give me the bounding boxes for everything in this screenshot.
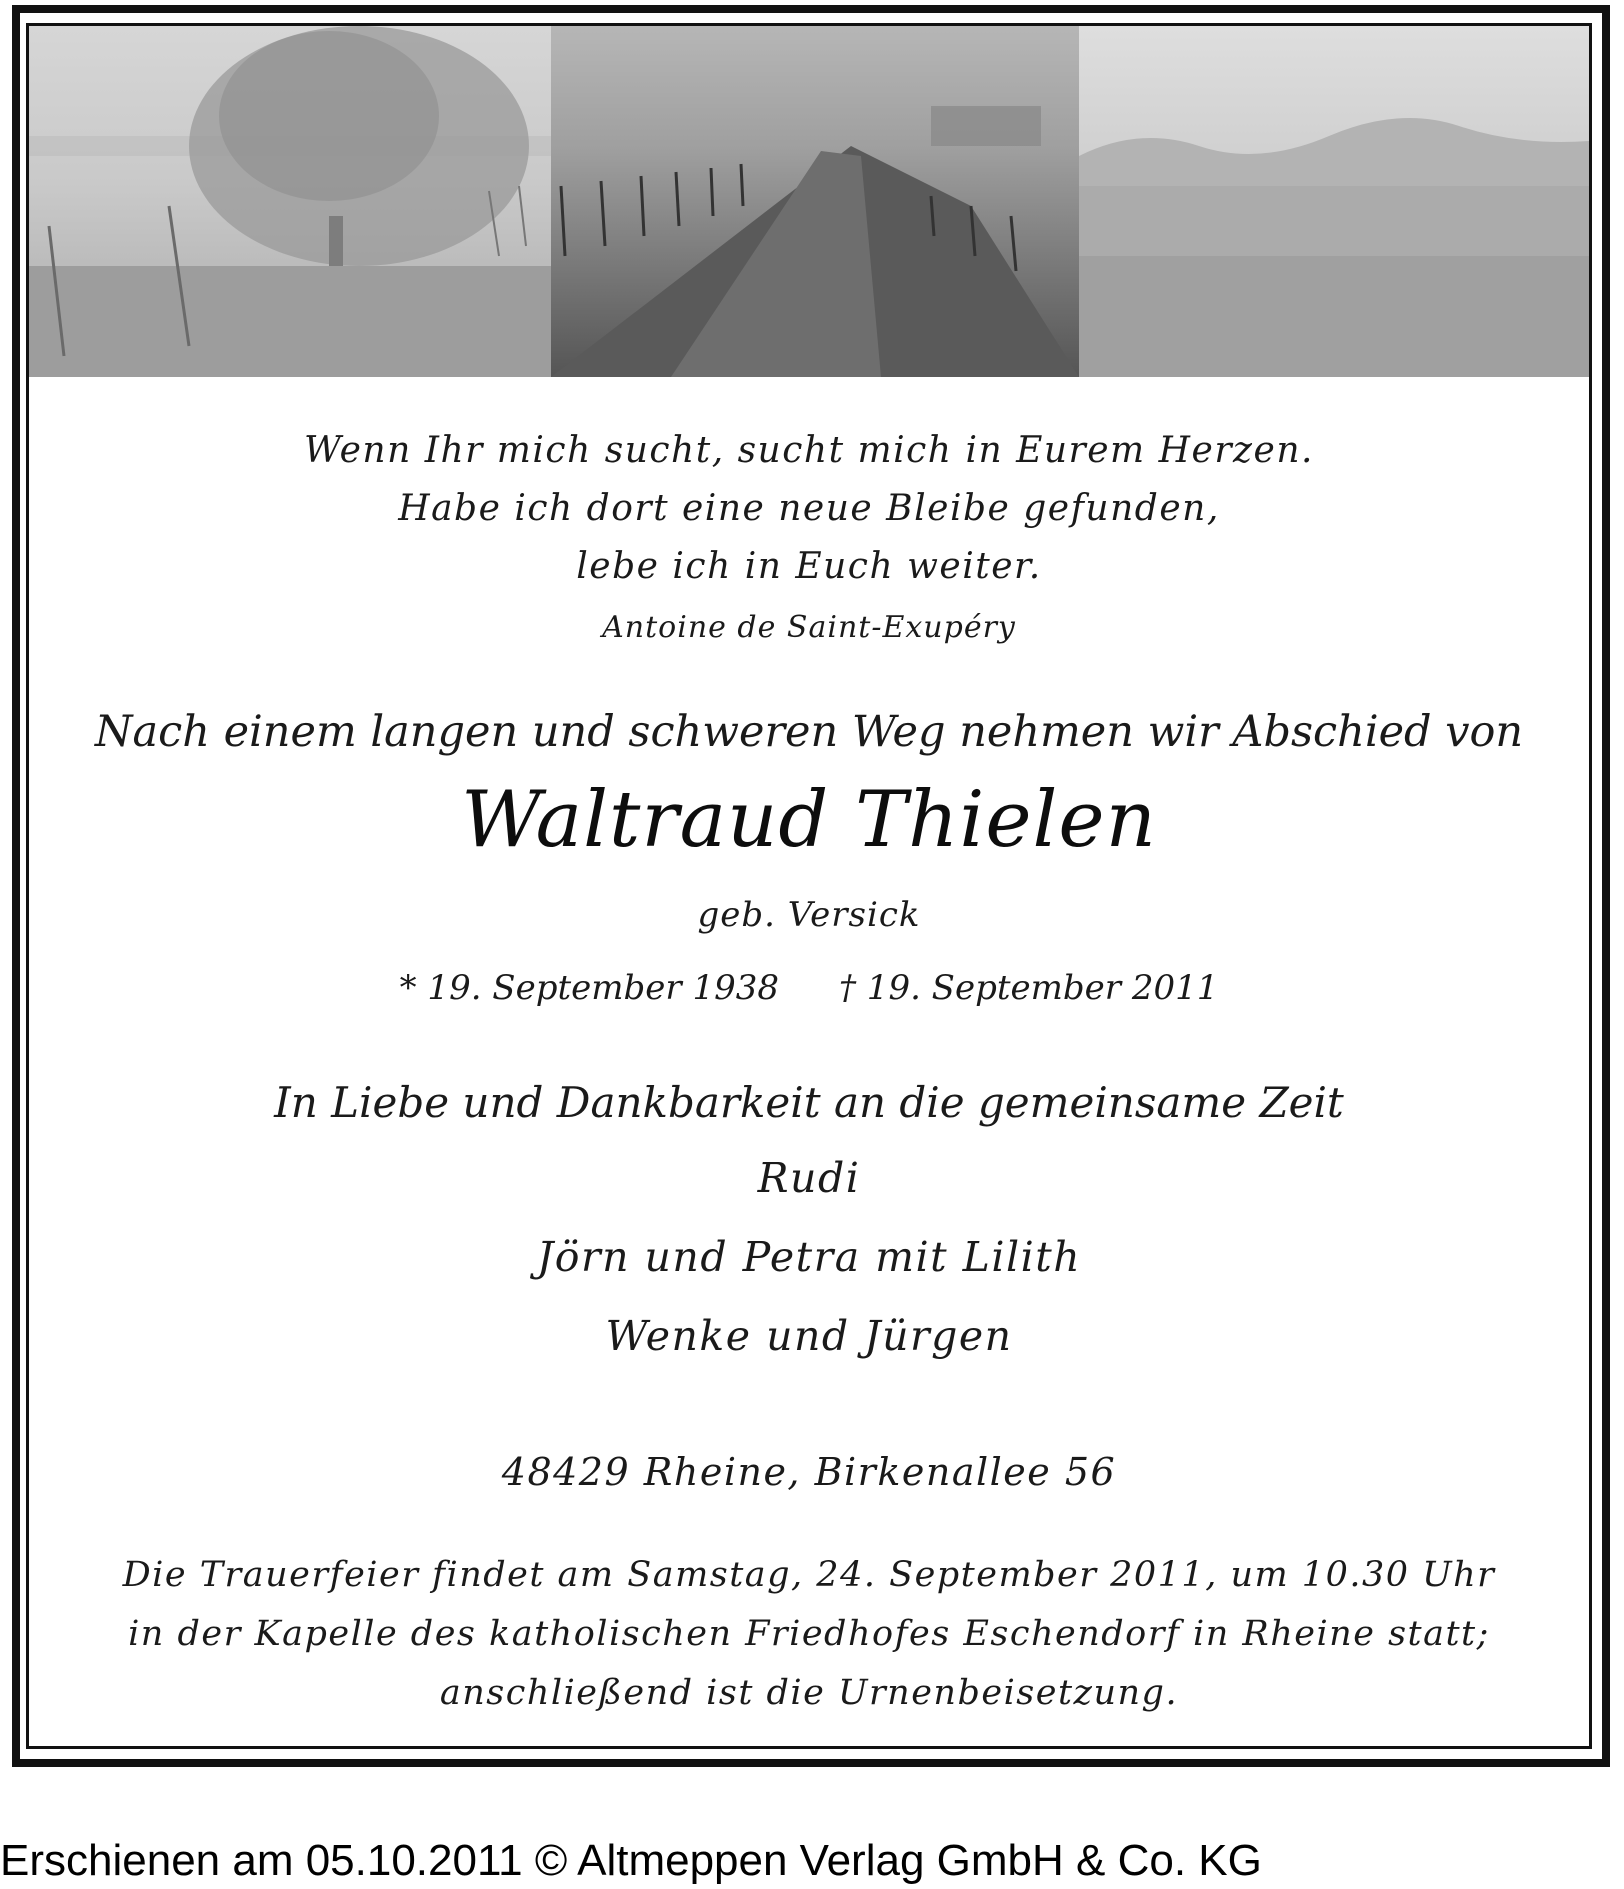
landscape-photo-strip (29, 26, 1589, 377)
thanks-line: In Liebe und Dankbarkeit an die gemeinsame Zeit (274, 1078, 1344, 1127)
death-date: † 19. September 2011 (839, 968, 1219, 1008)
life-dates (29, 968, 1589, 1008)
service-info-line: anschließend ist die Urnenbeisetzung. (439, 1673, 1179, 1713)
photo-panel-foggy-field (1079, 26, 1589, 377)
family-address: 48429 Rheine, Birkenallee 56 (501, 1450, 1117, 1494)
quote-line: Habe ich dort eine neue Bleibe gefunden, (398, 488, 1220, 529)
publication-footer: Erschienen am 05.10.2011 © Altmeppen Verlag GmbH & Co. KG (0, 1836, 1262, 1885)
quote-line: Wenn Ihr mich sucht, sucht mich in Eurem Herzen. (304, 430, 1314, 471)
maiden-name: geb. Versick (697, 895, 921, 935)
deceased-name: Waltraud Thielen (461, 775, 1157, 865)
announcement-intro: Nach einem langen und schweren Weg nehmen wir Abschied von (94, 707, 1524, 757)
photo-panel-path-fence (551, 26, 1079, 377)
quote-line: lebe ich in Euch weiter. (576, 546, 1042, 587)
photo-panel-meadow-tree (29, 26, 551, 377)
mourner-name: Jörn und Petra mit Lilith (536, 1233, 1082, 1281)
service-info-line: Die Trauerfeier findet am Samstag, 24. September 2011, um 10.30 Uhr (122, 1555, 1496, 1595)
mourner-name: Wenke und Jürgen (605, 1312, 1013, 1360)
birth-date: * 19. September 1938 (399, 968, 779, 1008)
quote-author: Antoine de Saint-Exupéry (602, 610, 1016, 645)
mourner-name: Rudi (757, 1154, 861, 1202)
service-info-line: in der Kapelle des katholischen Friedhofes Eschendorf in Rheine statt; (128, 1614, 1490, 1654)
